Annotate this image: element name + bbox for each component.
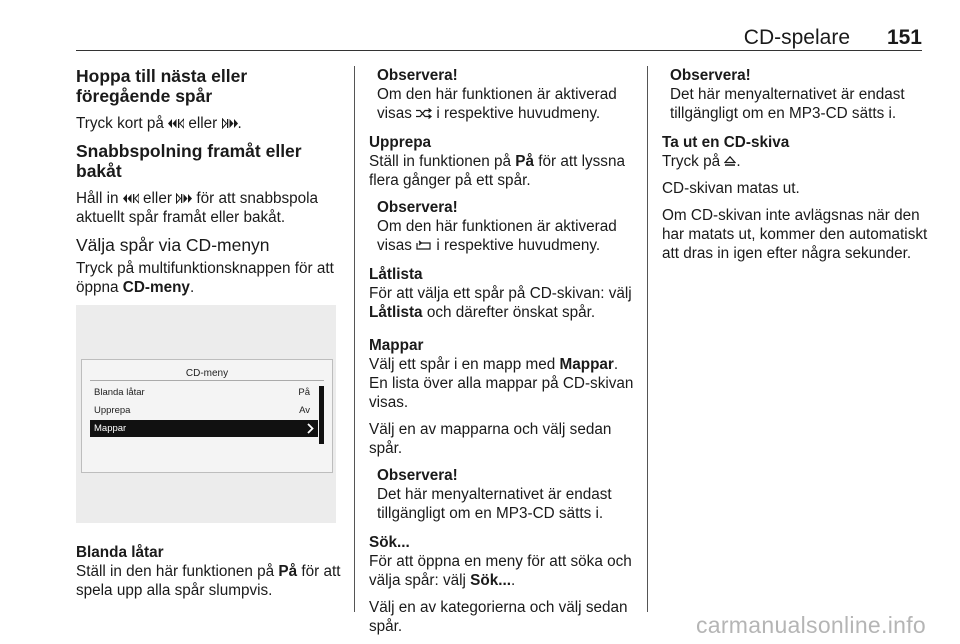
menu-item-folders[interactable] (90, 420, 318, 437)
heading-repeat: Upprepa (369, 134, 432, 151)
text: . (189, 279, 195, 296)
heading-fast-forward: Snabbspolning framåt eller bakåt (76, 141, 302, 181)
paragraph-track-list (369, 284, 637, 322)
screen-title: CD-meny (185, 368, 229, 379)
text: Ställ in funktionen på (369, 153, 512, 170)
menu-item-value: På (298, 387, 310, 398)
menu-item-shuffle[interactable] (90, 384, 318, 401)
column-divider-1 (354, 66, 355, 612)
paragraph-eject-2: CD-skivan matas ut. (662, 180, 800, 197)
paragraph-search-2: Välj en av kategorierna och välj sedan spår. (369, 599, 628, 635)
repeat-icon (416, 240, 432, 251)
header-rule (76, 50, 922, 51)
skip-previous-icon (123, 193, 139, 204)
note-shuffle (369, 66, 637, 123)
text: för att spela upp alla spår slumpvis. (76, 563, 341, 599)
paragraph-eject-3: Om CD-skivan inte avlägsnas när den har matats ut, kommer den automatiskt att dras in igen efter några sekunder. (662, 207, 928, 262)
paragraph-repeat (369, 152, 637, 190)
text: Tryck på (662, 153, 721, 170)
text: Det här menyalternativet är endast tillgängligt om en MP3-CD sätts i. (377, 486, 612, 522)
paragraph-skip-track (76, 114, 342, 133)
note-mp3 (662, 66, 930, 123)
text: Tryck kort på (76, 115, 164, 132)
text: för att snabbspola aktuellt spår framåt eller bakåt. (76, 190, 319, 226)
text: Ställ in den här funktionen på (76, 563, 275, 580)
heading-shuffle: Blanda låtar (76, 544, 164, 561)
note-folders (369, 466, 637, 523)
text-bold: På (278, 563, 298, 580)
heading-skip-track: Hoppa till nästa eller föregående spår (76, 66, 248, 106)
cd-menu-screenshot (76, 305, 336, 523)
column-2 (369, 66, 637, 644)
scrollbar[interactable] (319, 386, 324, 444)
menu-item-value: Av (299, 405, 310, 416)
text-bold: På (515, 153, 534, 170)
skip-next-icon (176, 193, 192, 204)
menu-item-label: Mappar (94, 423, 127, 434)
paragraph-folders-2: Välj en av mapparna och välj sedan spår. (369, 421, 612, 457)
note-title: Observera! (377, 199, 458, 216)
text-bold: Mappar (559, 356, 614, 373)
text: Håll in (76, 190, 119, 207)
text: Välj ett spår i en mapp med (369, 356, 556, 373)
text: För att öppna en meny för att söka och välja spår: välj (369, 553, 632, 589)
paragraph-fast-forward (76, 189, 342, 227)
paragraph-search (369, 552, 637, 590)
paragraph-folders (369, 355, 637, 412)
text: . (736, 153, 741, 170)
text: i respektive huvudmeny. (436, 105, 601, 122)
text: för att lyssna flera gånger på ett spår. (369, 153, 625, 189)
text: Om den här funktionen är aktiverad visas (377, 218, 617, 254)
heading-track-list: Låtlista (369, 266, 423, 283)
text: Om den här funktionen är aktiverad visas (377, 86, 617, 122)
note-title: Observera! (377, 467, 458, 484)
text: och därefter önskat spår. (426, 304, 596, 321)
display-screen (81, 359, 333, 473)
note-title: Observera! (377, 67, 458, 84)
page-header-title: CD-spelare (743, 26, 850, 49)
paragraph-eject (662, 152, 930, 171)
column-1 (76, 66, 342, 608)
skip-previous-icon (168, 118, 184, 129)
shuffle-icon (416, 108, 432, 119)
text-bold: Låtlista (369, 304, 423, 321)
text: eller (143, 190, 172, 207)
heading-search: Sök... (369, 534, 410, 551)
text: För att välja ett spår på CD-skivan: välj (369, 285, 632, 302)
column-3 (662, 66, 930, 271)
note-repeat (369, 198, 637, 255)
column-divider-2 (647, 66, 648, 612)
text: Tryck på multifunktionsknappen för att öppna (76, 260, 334, 296)
text-bold: Sök... (470, 572, 511, 589)
heading-eject: Ta ut en CD-skiva (662, 134, 790, 151)
paragraph-cd-menu (76, 259, 342, 297)
text: . (237, 115, 242, 132)
text: i respektive huvudmeny. (436, 237, 601, 254)
text: . (510, 572, 516, 589)
chevron-right-icon (307, 423, 314, 434)
heading-folders: Mappar (369, 337, 424, 354)
page-number: 151 (886, 26, 922, 49)
text: Det här menyalternativet är endast tillgängligt om en MP3-CD sätts i. (670, 86, 905, 122)
text: . En lista över alla mappar på CD-skivan visas. (369, 356, 634, 411)
skip-next-icon (222, 118, 238, 129)
heading-cd-menu: Välja spår via CD-menyn (76, 235, 270, 255)
paragraph-shuffle (76, 562, 342, 600)
text: eller (188, 115, 218, 132)
eject-icon (724, 156, 736, 167)
note-title: Observera! (670, 67, 751, 84)
menu-item-label: Blanda låtar (94, 387, 145, 398)
watermark: carmanualsonline.info (695, 612, 926, 638)
menu-item-label: Upprepa (94, 405, 131, 416)
text-bold: CD-meny (122, 279, 190, 296)
screen-divider (90, 380, 324, 381)
menu-item-repeat[interactable] (90, 402, 318, 419)
